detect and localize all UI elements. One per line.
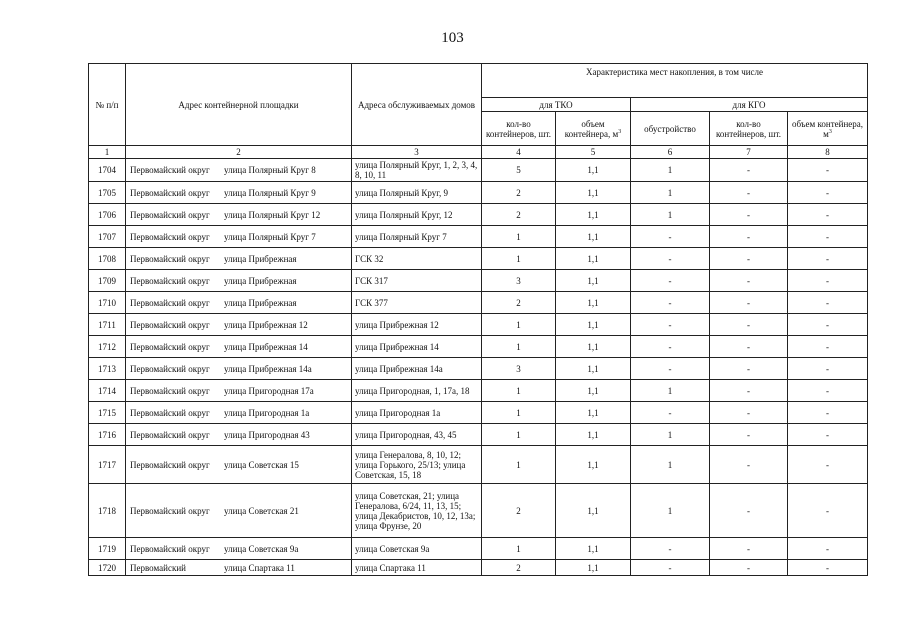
street-address: улица Полярный Круг 9 [224,187,316,198]
kgo-count-cell: - [710,446,788,484]
table-row [89,226,868,248]
header-kgo-volume-cube: 3 [828,128,832,135]
tko-volume-cell: 1,1 [556,336,631,358]
kgo-count-cell: - [710,424,788,446]
header-num: № п/п [89,64,126,146]
table-row [89,204,868,226]
kgo-count-cell: - [710,358,788,380]
kgo-volume-cell: - [788,204,868,226]
district-label: Первомайский округ [130,187,210,198]
tko-count-cell: 3 [482,358,556,380]
header-tko-count: кол-во контейнеров, шт. [482,112,556,146]
kgo-volume-cell: - [788,446,868,484]
row-number: 1707 [89,226,126,248]
tko-volume-cell: 1,1 [556,484,631,538]
row-number: 1719 [89,538,126,560]
table-row [89,484,868,538]
column-index-cell: 2 [126,146,352,159]
district-label: Первомайский округ [130,319,210,330]
kgo-setup-cell: - [631,226,710,248]
kgo-volume-cell: - [788,248,868,270]
kgo-volume-cell: - [788,560,868,576]
row-number: 1705 [89,182,126,204]
served-addresses-cell: улица Спартака 11 [352,560,482,576]
container-address-cell [126,358,352,380]
row-number: 1720 [89,560,126,576]
district-label: Первомайский округ [130,459,210,470]
district-label: Первомайский округ [130,543,210,554]
container-address-cell [126,292,352,314]
container-address-cell [126,159,352,182]
table-row [89,402,868,424]
row-number: 1711 [89,314,126,336]
tko-volume-cell: 1,1 [556,446,631,484]
kgo-count-cell: - [710,336,788,358]
served-addresses-cell: улица Полярный Круг, 9 [352,182,482,204]
container-address-cell [126,446,352,484]
kgo-volume-cell: - [788,226,868,248]
table-row [89,446,868,484]
district-label: Первомайский округ [130,341,210,352]
kgo-count-cell: - [710,314,788,336]
served-addresses-cell: улица Пригородная, 43, 45 [352,424,482,446]
kgo-count-cell: - [710,484,788,538]
column-index-cell: 1 [89,146,126,159]
tko-volume-cell: 1,1 [556,402,631,424]
container-address-cell [126,538,352,560]
tko-volume-cell: 1,1 [556,424,631,446]
served-addresses-cell: улица Прибрежная 12 [352,314,482,336]
table-row [89,538,868,560]
kgo-setup-cell: 1 [631,204,710,226]
tko-volume-cell: 1,1 [556,270,631,292]
column-index-cell: 7 [710,146,788,159]
table-row [89,292,868,314]
kgo-count-cell: - [710,538,788,560]
table-row [89,424,868,446]
row-number: 1710 [89,292,126,314]
kgo-count-cell: - [710,204,788,226]
kgo-volume-cell: - [788,270,868,292]
tko-volume-cell: 1,1 [556,292,631,314]
row-number: 1709 [89,270,126,292]
kgo-setup-cell: 1 [631,159,710,182]
tko-count-cell: 2 [482,560,556,576]
kgo-setup-cell: 1 [631,446,710,484]
table-row [89,560,868,576]
tko-count-cell: 1 [482,226,556,248]
served-addresses-cell: ГСК 317 [352,270,482,292]
district-label: Первомайский округ [130,165,210,175]
column-index-cell: 5 [556,146,631,159]
kgo-count-cell: - [710,270,788,292]
served-addresses-cell: ГСК 377 [352,292,482,314]
served-addresses-cell: ГСК 32 [352,248,482,270]
table-row [89,314,868,336]
kgo-setup-cell: 1 [631,380,710,402]
served-addresses-cell: улица Пригородная 1а [352,402,482,424]
header-tko-volume-cube: 3 [618,128,622,135]
street-address: улица Прибрежная 14 [224,341,308,352]
served-addresses-cell: улица Пригородная, 1, 17а, 18 [352,380,482,402]
kgo-count-cell: - [710,560,788,576]
tko-volume-cell: 1,1 [556,248,631,270]
kgo-volume-cell: - [788,336,868,358]
kgo-setup-cell: 1 [631,424,710,446]
district-label: Первомайский округ [130,363,210,374]
tko-volume-cell: 1,1 [556,314,631,336]
row-number: 1704 [89,159,126,182]
kgo-count-cell: - [710,159,788,182]
header-tko-volume [556,112,631,146]
row-number: 1706 [89,204,126,226]
street-address: улица Советская 9а [224,543,299,554]
table-row [89,380,868,402]
container-address-cell [126,336,352,358]
tko-count-cell: 1 [482,446,556,484]
kgo-count-cell: - [710,402,788,424]
kgo-volume-cell: - [788,358,868,380]
row-number: 1716 [89,424,126,446]
tko-volume-cell: 1,1 [556,538,631,560]
container-address-cell [126,204,352,226]
container-address-cell [126,560,352,576]
served-addresses-cell: улица Советская 9а [352,538,482,560]
tko-count-cell: 2 [482,182,556,204]
district-label: Первомайский округ [130,209,210,220]
district-label: Первомайский округ [130,407,210,418]
kgo-setup-cell: - [631,292,710,314]
tko-volume-cell: 1,1 [556,560,631,576]
tko-count-cell: 1 [482,248,556,270]
tko-count-cell: 1 [482,402,556,424]
header-tko-volume-text: объем контейнера, м [564,118,619,139]
table-row [89,336,868,358]
kgo-count-cell: - [710,292,788,314]
street-address: улица Прибрежная [224,253,297,264]
district-label: Первомайский округ [130,275,210,286]
header-kgo: для КГО [631,98,868,112]
column-index-cell: 6 [631,146,710,159]
kgo-setup-cell: 1 [631,182,710,204]
served-addresses-cell: улица Полярный Круг, 1, 2, 3, 4, 8, 10, 11 [352,159,482,182]
row-number: 1708 [89,248,126,270]
kgo-volume-cell: - [788,402,868,424]
kgo-setup-cell: 1 [631,484,710,538]
kgo-volume-cell: - [788,538,868,560]
table-row [89,182,868,204]
kgo-setup-cell: - [631,314,710,336]
container-address-cell [126,226,352,248]
container-address-cell [126,270,352,292]
table-row [89,270,868,292]
kgo-count-cell: - [710,248,788,270]
container-sites-table [88,63,868,576]
container-address-cell [126,248,352,270]
street-address: улица Полярный Круг 12 [224,209,321,220]
container-address-cell [126,424,352,446]
kgo-count-cell: - [710,380,788,402]
kgo-setup-cell: - [631,538,710,560]
header-kgo-volume [788,112,868,146]
row-number: 1712 [89,336,126,358]
street-address: улица Прибрежная [224,275,297,286]
column-index-cell: 4 [482,146,556,159]
kgo-volume-cell: - [788,292,868,314]
container-address-cell [126,402,352,424]
tko-volume-cell: 1,1 [556,358,631,380]
street-address: улица Прибрежная [224,297,297,308]
kgo-count-cell: - [710,182,788,204]
district-label: Первомайский округ [130,505,210,516]
street-address: улица Пригородная 17а [224,385,314,396]
tko-count-cell: 3 [482,270,556,292]
kgo-volume-cell: - [788,380,868,402]
column-index-row [89,146,868,159]
container-address-cell [126,484,352,538]
district-label: Первомайский округ [130,231,210,242]
kgo-count-cell: - [710,226,788,248]
served-addresses-cell: улица Генералова, 8, 10, 12; улица Горького, 25/13; улица Советская, 15, 18 [352,446,482,484]
district-label: Первомайский округ [130,297,210,308]
row-number: 1717 [89,446,126,484]
header-served-addresses: Адреса обслуживаемых домов [352,64,482,146]
tko-volume-cell: 1,1 [556,159,631,182]
row-number: 1713 [89,358,126,380]
served-addresses-cell: улица Прибрежная 14 [352,336,482,358]
tko-count-cell: 1 [482,314,556,336]
header-container-address: Адрес контейнерной площадки [126,64,352,146]
kgo-setup-cell: - [631,560,710,576]
district-label: Первомайский округ [130,385,210,396]
street-address: улица Прибрежная 12 [224,319,308,330]
tko-count-cell: 5 [482,159,556,182]
kgo-setup-cell: - [631,402,710,424]
container-address-cell [126,182,352,204]
street-address: улица Советская 21 [224,505,299,516]
kgo-volume-cell: - [788,484,868,538]
district-label: Первомайский [130,562,186,573]
kgo-setup-cell: - [631,270,710,292]
table-header [89,64,868,159]
street-address: улица Полярный Круг 7 [224,231,316,242]
header-kgo-volume-text: объем контейнера, м [792,118,864,139]
tko-volume-cell: 1,1 [556,380,631,402]
tko-count-cell: 2 [482,484,556,538]
kgo-volume-cell: - [788,159,868,182]
table-row [89,358,868,380]
header-kgo-count: кол-во контейнеров, шт. [710,112,788,146]
tko-volume-cell: 1,1 [556,226,631,248]
served-addresses-cell: улица Советская, 21; улица Генералова, 6/24, 11, 13, 15; улица Декабристов, 10, 12, 13а; улица Фрунзе, 20 [352,484,482,538]
tko-count-cell: 2 [482,204,556,226]
tko-volume-cell: 1,1 [556,182,631,204]
column-index-cell: 8 [788,146,868,159]
table-row [89,159,868,182]
row-number: 1715 [89,402,126,424]
kgo-setup-cell: - [631,358,710,380]
table-row [89,248,868,270]
kgo-setup-cell: - [631,336,710,358]
tko-count-cell: 1 [482,380,556,402]
kgo-volume-cell: - [788,314,868,336]
served-addresses-cell: улица Полярный Круг 7 [352,226,482,248]
tko-count-cell: 1 [482,424,556,446]
row-number: 1714 [89,380,126,402]
street-address: улица Полярный Круг 8 [224,165,316,175]
kgo-setup-cell: - [631,248,710,270]
street-address: улица Советская 15 [224,459,299,470]
street-address: улица Прибрежная 14а [224,363,312,374]
tko-count-cell: 1 [482,336,556,358]
header-tko: для ТКО [482,98,631,112]
street-address: улица Пригородная 1а [224,407,310,418]
row-number: 1718 [89,484,126,538]
page-number: 103 [441,30,464,46]
kgo-volume-cell: - [788,424,868,446]
served-addresses-cell: улица Прибрежная 14а [352,358,482,380]
kgo-volume-cell: - [788,182,868,204]
district-label: Первомайский округ [130,429,210,440]
container-address-cell [126,314,352,336]
tko-count-cell: 2 [482,292,556,314]
tko-volume-cell: 1,1 [556,204,631,226]
container-address-cell [126,380,352,402]
street-address: улица Спартака 11 [224,562,295,573]
tko-count-cell: 1 [482,538,556,560]
table-body [89,159,868,576]
header-kgo-setup: обустройство [631,112,710,146]
street-address: улица Пригородная 43 [224,429,310,440]
column-index-cell: 3 [352,146,482,159]
district-label: Первомайский округ [130,253,210,264]
header-characteristics: Характеристика мест накопления, в том числе [482,64,868,98]
served-addresses-cell: улица Полярный Круг, 12 [352,204,482,226]
